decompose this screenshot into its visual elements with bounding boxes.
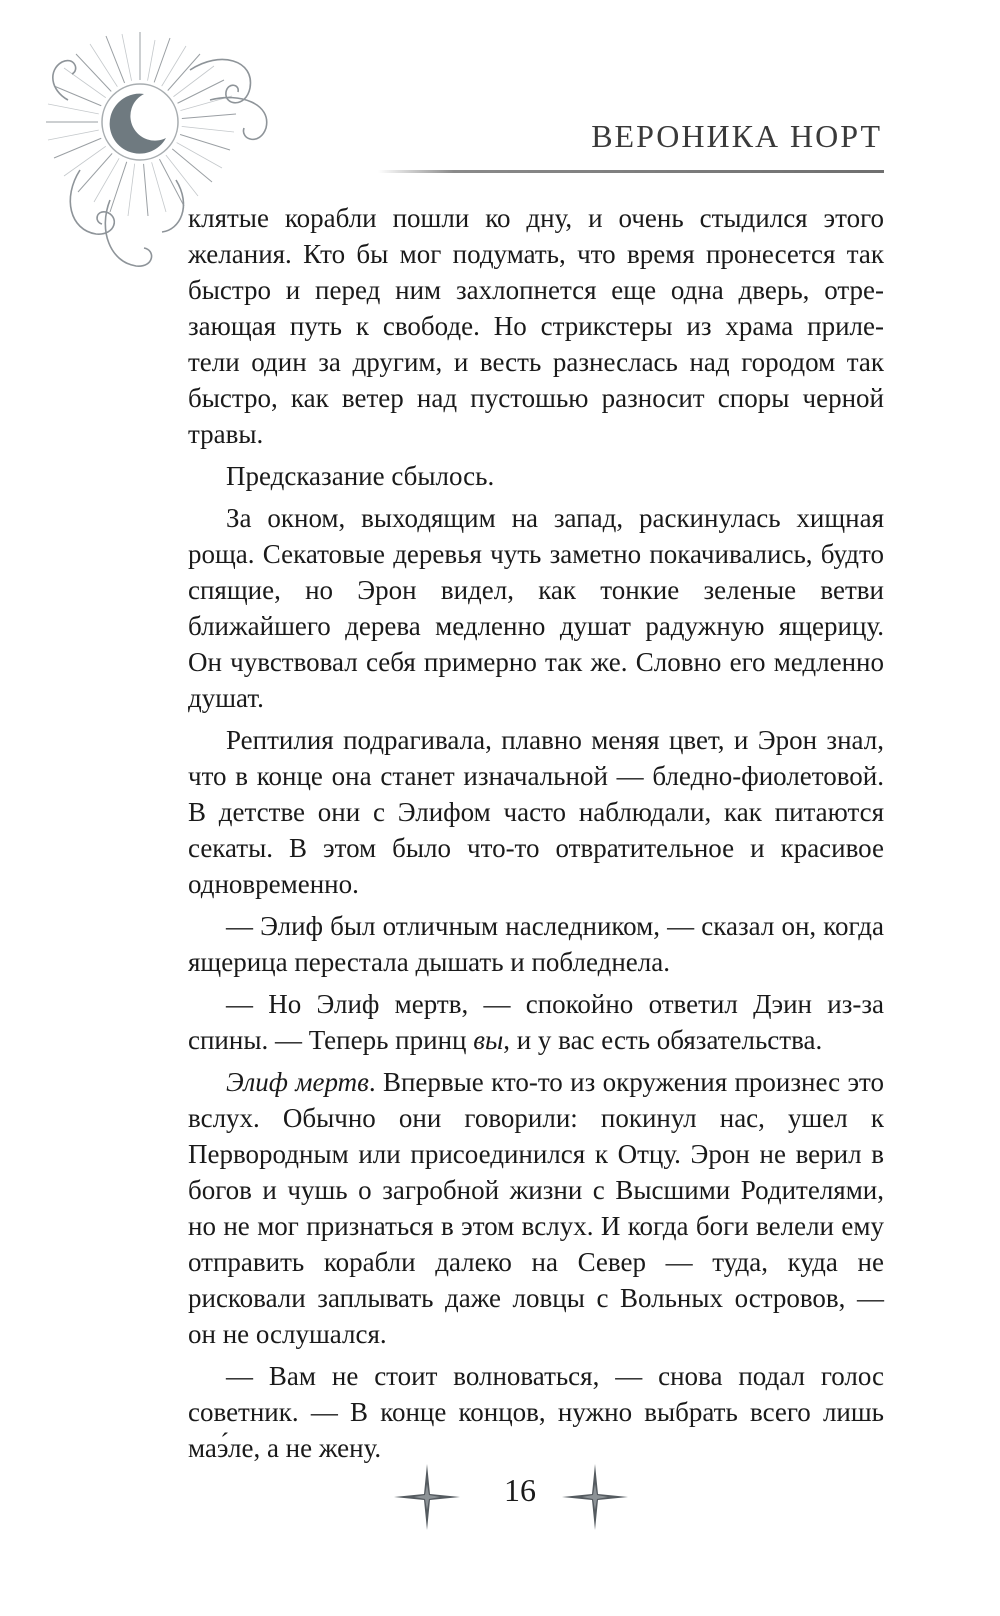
paragraph: Рептилия подрагивала, плавно меняя цвет, и Эрон знал, что в конце она станет изначальной — бледно-фиолетовой. В детстве они с Элифом часто наблюдали, как питаются секаты. В этом было что-то отвратительное и красивое одновременно.	[188, 725, 884, 899]
sparkle-star-icon	[392, 1462, 462, 1532]
text-line: травы.	[188, 419, 264, 449]
paragraph	[188, 1064, 884, 1352]
page-footer	[0, 1462, 1000, 1532]
sparkle-star-icon	[560, 1462, 630, 1532]
text-line: желания. Кто бы мог подумать, что время пронесется так	[188, 239, 884, 269]
paragraph: За окном, выходящим на запад, раскинулась хищная роща. Секатовые деревья чуть заметно покачивались, будто спящие, но Эрон видел, как тонкие зеленые ветви ближайшего дерева медленно душат радужную ящерицу. Он чувствовал себя примерно так же. Словно его медленно душат.	[188, 503, 884, 713]
emphasis: Элиф мертв	[226, 1067, 369, 1097]
header-rule	[378, 170, 884, 173]
text-line: тели один за другим, и весть разнеслась над городом так	[188, 347, 884, 377]
paragraph-continued	[188, 200, 884, 452]
dialogue-paragraph	[188, 986, 884, 1058]
text-line: клятые корабли пошли ко дну, и очень стыдился этого	[188, 203, 884, 233]
text-run: , и у вас есть обязательства.	[503, 1025, 823, 1055]
body-text	[188, 200, 884, 1466]
text-line: быстро, как ветер над пустошью разносит споры черной	[188, 383, 884, 413]
text-line: зающая путь к свободе. Но стрикстеры из храма приле-	[188, 311, 884, 341]
text-line: быстро и перед ним захлопнется еще одна дверь, отре-	[188, 275, 884, 305]
paragraph: Предсказание сбылось.	[226, 461, 495, 491]
page-number: 16	[504, 1472, 536, 1508]
emphasis: вы	[473, 1025, 504, 1055]
dialogue-paragraph: — Элиф был отличным наследником, — сказал он, когда ящерица перестала дышать и побледнела.	[188, 911, 884, 977]
text-run: — Но Элиф мертв, — спокойно ответил Дэин из-за спины. — Теперь принц	[188, 989, 884, 1055]
text-run: . Впервые кто-то из окружения произнес это вслух. Обычно они говорили: покинул нас, ушел к Первородным или присоединился к Отцу. Эрон не верил в богов и чушь о загробной жизни с Высшими Родителями, но не мог признаться в этом вслух. И когда боги велели ему отправить корабли далеко на Север — туда, куда не рисковали заплывать даже ловцы с Вольных островов, — он не ослушался.	[188, 1067, 885, 1349]
dialogue-paragraph: — Вам не стоит волноваться, — снова подал голос советник. — В конце концов, нужно выбрать всего лишь маэ́ле, а не жену.	[188, 1361, 884, 1463]
running-head-author: ВЕРОНИКА НОРТ	[591, 118, 882, 154]
